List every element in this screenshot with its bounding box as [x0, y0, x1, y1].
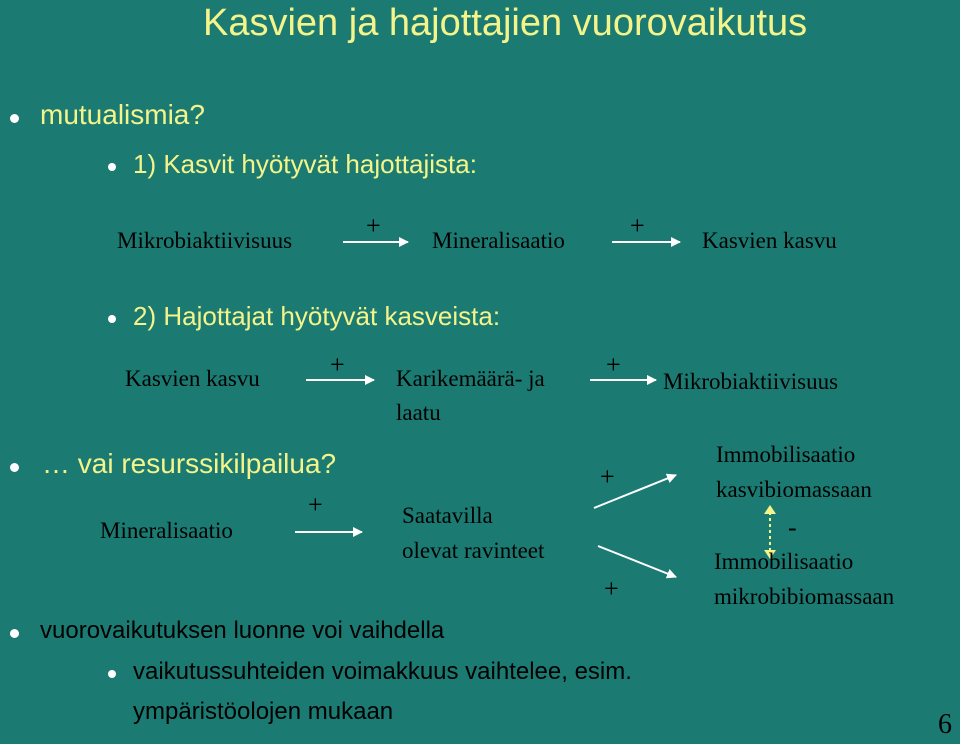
- flow2-node-mikrobiaktiivisuus: Mikrobiaktiivisuus: [663, 369, 839, 394]
- flow3-plus-sign: +: [308, 490, 323, 519]
- flow1-plus-sign: +: [366, 211, 381, 240]
- arrow-ravinteet-to-mikrobibiomassa: [598, 546, 676, 577]
- flow1-node-mineralisaatio: Mineralisaatio: [432, 228, 565, 253]
- flow1-node-mikrobiaktiivisuus: Mikrobiaktiivisuus: [117, 228, 293, 253]
- bullet-mutualism: mutualismia?: [40, 99, 205, 130]
- flow3-lower-line2: mikrobibiomassaan: [714, 584, 895, 609]
- flow3-minus-sign: -: [788, 513, 797, 542]
- slide-title: Kasvien ja hajottajien vuorovaikutus: [203, 2, 808, 44]
- flow2-plus-sign: +: [330, 350, 345, 379]
- flow3-upper-line2: kasvibiomassaan: [716, 477, 872, 502]
- sub-bullet-dot: [108, 670, 116, 678]
- flow3-plus-sign-down: +: [604, 574, 619, 603]
- sub-strength-varies-line1: vaikutussuhteiden voimakkuus vaihtelee, esim.: [133, 658, 632, 685]
- flow3-plus-sign-up: +: [600, 462, 615, 491]
- bullet-dot: [10, 629, 19, 638]
- flow2-node-karike-line2: laatu: [396, 400, 441, 425]
- flow3-node-mineralisaatio: Mineralisaatio: [100, 518, 233, 543]
- flow3-lower-line1: Immobilisaatio: [714, 549, 854, 574]
- bullet-interaction-varies: vuorovaikutuksen luonne voi vaihdella: [40, 617, 445, 644]
- dotted-link-arrow-up: [764, 505, 776, 514]
- page-number: 6: [938, 709, 952, 740]
- bullet-dot: [10, 463, 19, 472]
- sub-strength-varies-line2: ympäristöolojen mukaan: [133, 698, 394, 725]
- flow1-node-kasvien-kasvu: Kasvien kasvu: [702, 228, 837, 253]
- flow1-plus-sign: +: [630, 211, 645, 240]
- bullet-resource-competition: … vai resurssikilpailua?: [42, 448, 337, 479]
- bullet-dot: [10, 114, 19, 123]
- sub-plants-benefit: 1) Kasvit hyötyvät hajottajista:: [133, 149, 477, 179]
- flow2-plus-sign: +: [606, 350, 621, 379]
- flow3-upper-line1: Immobilisaatio: [716, 442, 856, 467]
- flow3-node-ravinteet-line2: olevat ravinteet: [402, 538, 545, 563]
- sub-bullet-dot: [108, 163, 116, 171]
- flow2-node-karike-line1: Karikemäärä- ja: [396, 366, 545, 391]
- sub-bullet-dot: [108, 315, 116, 323]
- flow3-node-ravinteet-line1: Saatavilla: [402, 503, 493, 528]
- sub-decomposers-benefit: 2) Hajottajat hyötyvät kasveista:: [133, 301, 501, 331]
- flow2-node-kasvien-kasvu: Kasvien kasvu: [125, 366, 260, 391]
